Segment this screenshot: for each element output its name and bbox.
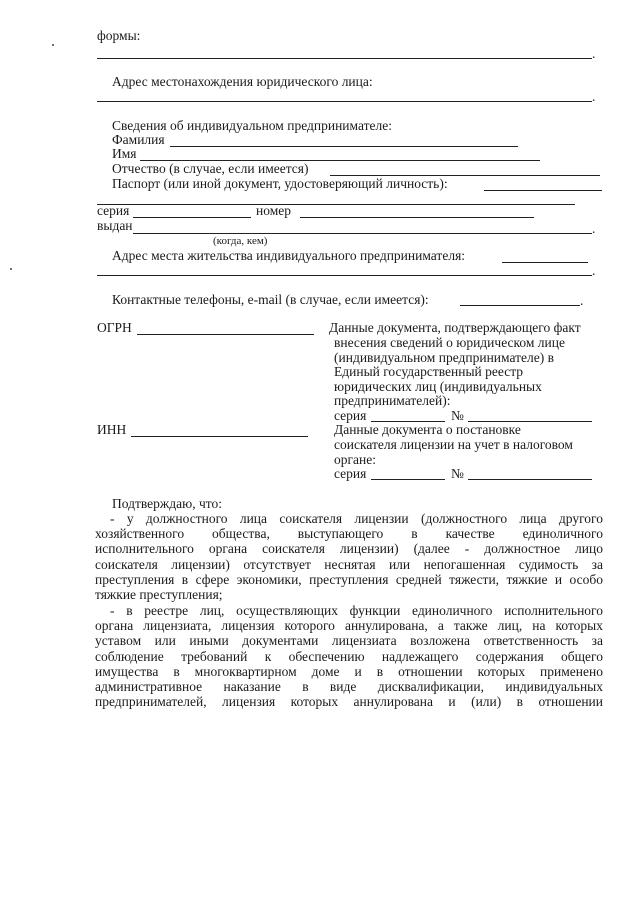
tax-number-label: № xyxy=(451,466,464,481)
line-end-dot: . xyxy=(592,263,596,278)
paragraph-line: соискателя лицензии) отсутствует неснятая или непогашенная судимость за xyxy=(95,556,603,572)
line-end-dot: . xyxy=(592,46,596,61)
surname-label: Фамилия xyxy=(112,132,165,147)
passport-field[interactable] xyxy=(484,190,602,191)
tax-series-field[interactable] xyxy=(371,479,445,480)
legal-address-field[interactable] xyxy=(97,101,592,102)
scan-speck xyxy=(10,268,12,270)
paragraph-line: уставом или иными документами лицензиата возложена ответственность за xyxy=(95,633,603,649)
paragraph-line: тяжкие преступления; xyxy=(95,587,223,603)
forms-label: формы: xyxy=(97,28,141,43)
confirm-paragraph-1 xyxy=(95,511,603,602)
ogrn-label: ОГРН xyxy=(97,320,132,335)
paragraph-line: предпринимателей, лицензия которых аннулирована и (или) в отношении xyxy=(95,694,603,710)
forms-field[interactable] xyxy=(97,58,592,59)
egrul-number-label: № xyxy=(451,408,464,423)
inn-label: ИНН xyxy=(97,422,127,437)
confirm-paragraph-2 xyxy=(95,603,603,709)
contacts-label: Контактные телефоны, e-mail (в случае, если имеется): xyxy=(112,292,429,307)
series-field[interactable] xyxy=(133,217,251,218)
number-label: номер xyxy=(256,203,292,218)
legal-address-label: Адрес местонахождения юридического лица: xyxy=(112,74,373,89)
paragraph-line: - в реестре лиц, осуществляющих функции единоличного исполнительного xyxy=(110,603,603,618)
egrul-text-line: внесения сведений о юридическом лице xyxy=(334,335,565,350)
egrul-text-line: Данные документа, подтверждающего факт xyxy=(329,320,581,335)
issued-label: выдан xyxy=(97,218,133,233)
paragraph-line: имущества в многоквартирном доме и в отношении которых применено xyxy=(95,663,603,679)
egrul-series-label: серия xyxy=(334,408,367,423)
confirm-heading: Подтверждаю, что: xyxy=(112,496,222,511)
paragraph-line: исполнительного органа соискателя лицензии) (далее - должностное лицо xyxy=(95,541,603,557)
scan-speck xyxy=(52,44,54,46)
series-label: серия xyxy=(97,203,130,218)
paragraph-line: соблюдение требований к обеспечению надлежащего содержания общего xyxy=(95,648,603,664)
egrul-text-line: юридических лиц (индивидуальных xyxy=(334,379,542,394)
inn-field[interactable] xyxy=(131,436,308,437)
surname-field[interactable] xyxy=(170,146,518,147)
egrul-text-line: Единый государственный реестр xyxy=(334,364,524,379)
issued-field[interactable] xyxy=(133,233,592,234)
egrul-text-line: (индивидуальном предпринимателе) в xyxy=(334,350,554,365)
contacts-field[interactable] xyxy=(460,305,580,306)
ogrn-field[interactable] xyxy=(137,334,314,335)
paragraph-line: преступления в сфере экономики, преступления средней тяжести, тяжкие и особо xyxy=(95,571,603,587)
tax-series-label: серия xyxy=(334,466,367,481)
ip-header: Сведения об индивидуальном предпринимателе: xyxy=(112,118,392,133)
tax-text-line: органе: xyxy=(334,452,376,467)
tax-text-line: соискателя лицензии на учет в налоговом xyxy=(334,437,573,452)
issued-hint: (когда, кем) xyxy=(213,235,268,247)
number-field[interactable] xyxy=(300,217,534,218)
tax-number-field[interactable] xyxy=(468,479,592,480)
paragraph-line: - у должностного лица соискателя лицензии (должностного лица другого xyxy=(110,511,603,526)
paragraph-line: административное наказание в виде дисквалификации, индивидуальных xyxy=(95,679,603,695)
line-end-dot: . xyxy=(580,293,584,308)
egrul-text-line: предпринимателей): xyxy=(334,393,451,408)
ip-address-label: Адрес места жительства индивидуального предпринимателя: xyxy=(112,248,466,263)
paragraph-line: хозяйственного общества, выступающего в качестве единоличного xyxy=(95,526,603,542)
tax-text-line: Данные документа о постановке xyxy=(334,422,521,437)
name-label: Имя xyxy=(112,146,137,161)
ip-address-field[interactable] xyxy=(502,262,588,263)
paragraph-line: органа лицензиата, лицензия которого аннулирована, а также лиц, на которых xyxy=(95,618,603,634)
passport-field-continued[interactable] xyxy=(97,204,575,205)
line-end-dot: . xyxy=(592,221,596,236)
patronymic-label: Отчество (в случае, если имеется) xyxy=(112,161,309,176)
ip-address-field-continued[interactable] xyxy=(97,275,592,276)
line-end-dot: . xyxy=(592,89,596,104)
passport-label: Паспорт (или иной документ, удостоверяющий личность): xyxy=(112,176,448,191)
